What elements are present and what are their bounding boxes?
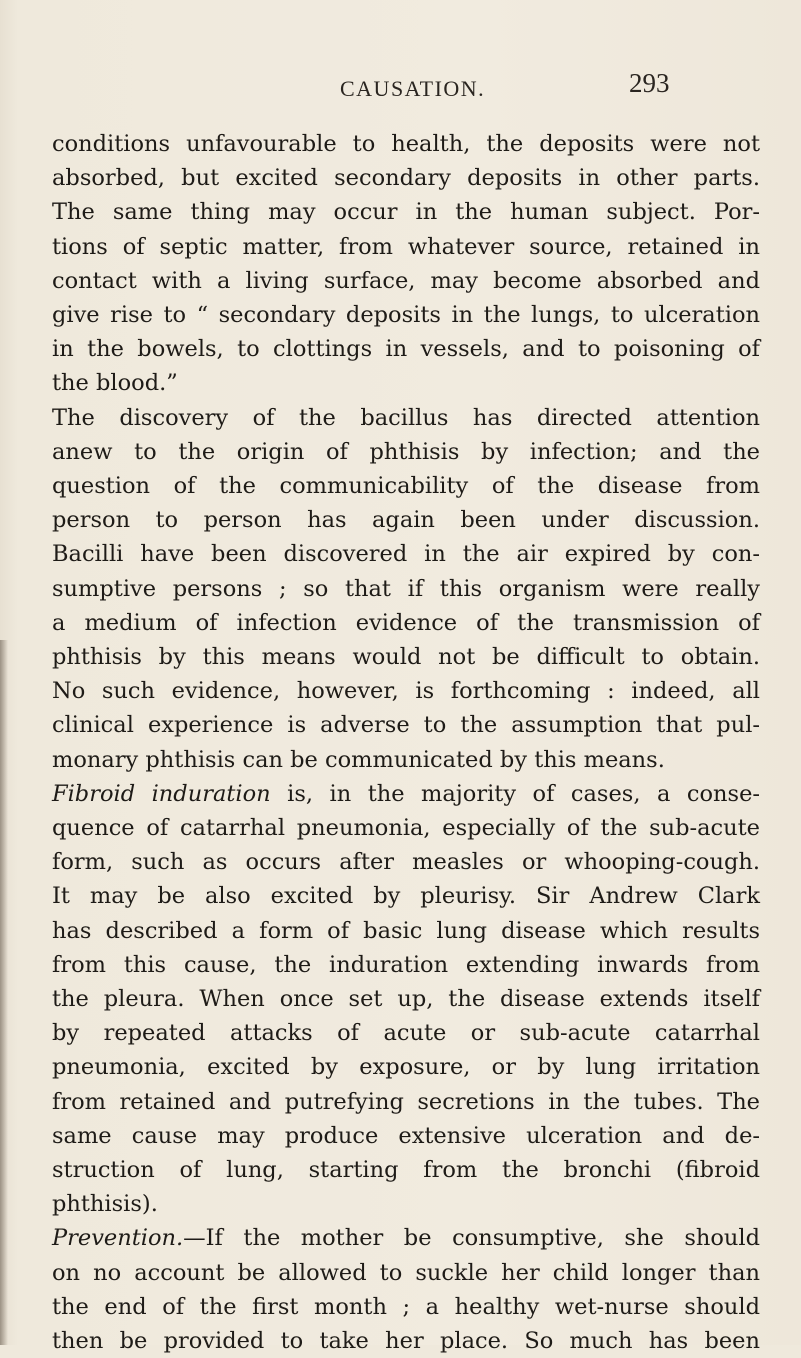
text-line — [52, 1290, 760, 1324]
text-line — [52, 1187, 760, 1221]
text-line — [52, 777, 760, 811]
text-line — [52, 469, 760, 503]
line-text: phthisis). — [52, 1191, 158, 1218]
line-text: has described a form of basic lung disease which results — [52, 917, 760, 944]
line-text: sumptive persons ; so that if this organism were really — [52, 575, 760, 602]
page-header — [0, 68, 801, 108]
text-line — [52, 366, 760, 400]
line-text: a medium of infection evidence of the transmission of — [52, 609, 760, 636]
text-line — [52, 606, 760, 640]
text-line — [52, 640, 760, 674]
text-line — [52, 195, 760, 229]
italic-heading: Prevention. — [52, 1225, 184, 1252]
line-text: clinical experience is adverse to the assumption that pul- — [52, 712, 760, 739]
line-text: The discovery of the bacillus has directed attention — [52, 404, 760, 431]
line-text: anew to the origin of phthisis by infection; and the — [52, 438, 760, 465]
binding-shadow — [0, 640, 8, 1345]
line-text: in the bowels, to clottings in vessels, and to poisoning of — [52, 336, 760, 363]
line-text: the blood.” — [52, 370, 178, 397]
line-text: contact with a living surface, may become absorbed and — [52, 267, 760, 294]
text-line — [52, 708, 760, 742]
text-line — [52, 1324, 760, 1358]
line-text: the pleura. When once set up, the disease extends itself — [52, 986, 760, 1012]
line-text: from this cause, the induration extending inwards from — [52, 951, 760, 978]
line-text: person to person has again been under discussion. — [52, 507, 760, 534]
text-line — [52, 298, 760, 332]
text-line — [52, 845, 760, 879]
text-line — [52, 948, 760, 982]
line-text: Bacilli have been discovered in the air expired by con- — [52, 541, 760, 568]
line-text: conditions unfavourable to health, the deposits were not — [52, 131, 760, 157]
line-text: then be provided to take her place. So much has been — [52, 1328, 760, 1354]
line-text: monary phthisis can be communicated by this means. — [52, 746, 665, 773]
text-line — [52, 1085, 760, 1119]
text-line — [52, 811, 760, 845]
text-line — [52, 1119, 760, 1153]
italic-heading: Fibroid induration — [52, 780, 271, 807]
text-line — [52, 161, 760, 195]
text-line — [52, 1016, 760, 1050]
running-head: CAUSATION. — [340, 76, 486, 101]
line-text: is, in the majority of cases, a conse- — [270, 780, 760, 807]
text-line — [52, 743, 760, 777]
line-text: quence of catarrhal pneumonia, especially of the sub-acute — [52, 815, 760, 841]
line-text: absorbed, but excited secondary deposits in other parts. — [52, 165, 760, 192]
text-line — [52, 1221, 760, 1255]
text-line — [52, 1256, 760, 1290]
text-line — [52, 879, 760, 913]
line-text: The same thing may occur in the human subject. Por- — [52, 199, 760, 226]
line-text: on no account be allowed to suckle her child longer than — [52, 1259, 760, 1286]
text-line — [52, 332, 760, 366]
text-line — [52, 1050, 760, 1084]
text-line — [52, 914, 760, 948]
text-line — [52, 127, 760, 161]
line-text: by repeated attacks of acute or sub-acute catarrhal — [52, 1020, 760, 1047]
line-text: the end of the first month ; a healthy wet-nurse should — [52, 1293, 760, 1320]
text-line — [52, 435, 760, 469]
page-number: 293 — [629, 68, 670, 98]
text-line — [52, 537, 760, 571]
text-line — [52, 982, 760, 1016]
line-text: question of the communicability of the disease from — [52, 473, 760, 499]
line-text: give rise to “ secondary deposits in the lungs, to ulceration — [52, 302, 760, 328]
line-text: No such evidence, however, is forthcoming : indeed, all — [52, 678, 760, 705]
line-text: tions of septic matter, from whatever source, retained in — [52, 233, 760, 260]
text-line — [52, 674, 760, 708]
line-text: pneumonia, excited by exposure, or by lung irritation — [52, 1054, 760, 1081]
line-text: same cause may produce extensive ulceration and de- — [52, 1122, 760, 1149]
line-text: phthisis by this means would not be difficult to obtain. — [52, 644, 760, 670]
text-line — [52, 1153, 760, 1187]
text-line — [52, 264, 760, 298]
line-text: It may be also excited by pleurisy. Sir Andrew Clark — [52, 883, 760, 910]
text-line — [52, 503, 760, 537]
line-text: —If the mother be consumptive, she should — [183, 1225, 760, 1252]
line-text: form, such as occurs after measles or whooping-cough. — [52, 849, 760, 876]
line-text: from retained and putrefying secretions in the tubes. The — [52, 1088, 760, 1115]
line-text: struction of lung, starting from the bronchi (fibroid — [52, 1157, 760, 1183]
text-line — [52, 230, 760, 264]
text-line — [52, 572, 760, 606]
text-line — [52, 401, 760, 435]
